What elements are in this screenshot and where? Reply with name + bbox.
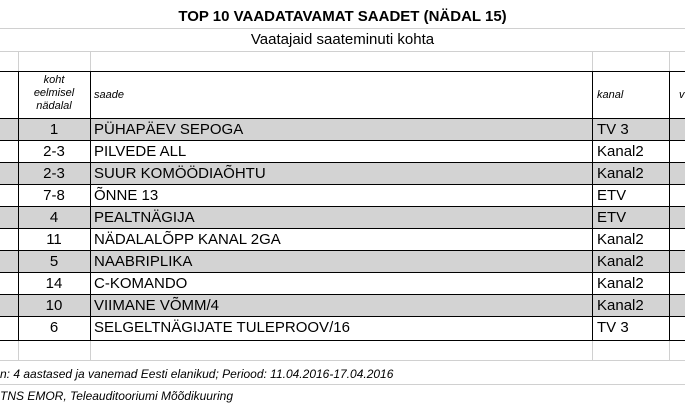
grid-line: [592, 341, 593, 360]
prev-rank-cell: 10: [45, 297, 63, 314]
channel-cell: Kanal2: [597, 231, 644, 248]
grid-line: [669, 341, 670, 360]
header-prev-rank: [18, 74, 90, 113]
prev-rank-cell: 2-3: [43, 165, 65, 182]
prev-rank-cell: 11: [46, 231, 62, 248]
header-cut: v: [679, 89, 685, 101]
header-prev-rank-line3: nädalal: [36, 100, 72, 112]
channel-cell: Kanal2: [597, 297, 644, 314]
column-border: [592, 71, 593, 340]
table-title: TOP 10 VAADATAVAMAT SAADET (NÄDAL 15): [178, 8, 507, 25]
grid-line: [0, 51, 685, 52]
show-name-cell: SUUR KOMÖÖDIAÕHTU: [94, 165, 266, 182]
show-name-cell: PÜHAPÄEV SEPOGA: [94, 121, 244, 138]
table-row: [0, 317, 685, 339]
grid-line: [90, 51, 91, 71]
header-top-border: [0, 71, 685, 72]
title-divider: [0, 28, 685, 29]
channel-cell: ETV: [597, 187, 627, 204]
header-show: saade: [94, 89, 124, 101]
row-divider: [0, 162, 685, 163]
show-name-cell: NAABRIPLIKA: [94, 253, 193, 270]
table-row: [0, 273, 685, 295]
channel-cell: Kanal2: [597, 143, 644, 160]
row-divider: [0, 250, 685, 251]
show-name-cell: C-KOMANDO: [94, 275, 188, 292]
show-name-cell: SELGELTNÄGIJATE TULEPROOV/16: [94, 319, 350, 336]
grid-line: [18, 51, 19, 71]
channel-cell: ETV: [597, 209, 627, 226]
channel-cell: Kanal2: [597, 275, 644, 292]
table-row: [0, 295, 685, 317]
channel-cell: TV 3: [597, 121, 629, 138]
show-name-cell: ÕNNE 13: [94, 187, 159, 204]
row-divider: [0, 228, 685, 229]
prev-rank-cell: 7-8: [43, 187, 65, 204]
row-divider: [0, 294, 685, 295]
column-border: [669, 71, 670, 340]
prev-rank-cell: 2-3: [43, 143, 65, 160]
grid-line: [592, 51, 593, 71]
header-channel: kanal: [597, 89, 624, 101]
row-divider: [0, 272, 685, 273]
table-bottom-border: [0, 340, 685, 341]
prev-rank-cell: 5: [49, 253, 59, 270]
show-name-cell: PILVEDE ALL: [94, 143, 187, 160]
table-subtitle: Vaatajaid saateminuti kohta: [250, 31, 435, 48]
grid-line: [90, 341, 91, 360]
table-row: [0, 163, 685, 185]
channel-cell: TV 3: [597, 319, 629, 336]
column-border: [90, 71, 91, 340]
row-divider: [0, 206, 685, 207]
prev-rank-cell: 1: [49, 121, 59, 138]
table-row: [0, 141, 685, 163]
channel-cell: Kanal2: [597, 165, 644, 182]
table-row: [0, 251, 685, 273]
channel-cell: Kanal2: [597, 253, 644, 270]
prev-rank-cell: 6: [49, 319, 59, 336]
prev-rank-cell: 4: [49, 209, 59, 226]
grid-line: [669, 51, 670, 71]
row-divider: [0, 140, 685, 141]
table-row: [0, 119, 685, 141]
grid-line: [0, 384, 685, 385]
table-row: [0, 185, 685, 207]
footnote-population: n: 4 aastased ja vanemad Eesti elanikud; Periood: 11.04.2016-17.04.2016: [0, 367, 394, 381]
table-row: [0, 207, 685, 229]
header-prev-rank-line1: koht: [43, 74, 65, 86]
header-prev-rank-line2: eelmisel: [33, 87, 75, 99]
show-name-cell: VIIMANE VÕMM/4: [94, 297, 220, 314]
footnote-source: TNS EMOR, Teleauditooriumi Mõõdikuuring: [0, 389, 233, 403]
show-name-cell: NÄDALALÕPP KANAL 2GA: [94, 231, 281, 248]
grid-line: [18, 341, 19, 360]
column-border: [18, 71, 19, 340]
show-name-cell: PEALTNÄGIJA: [94, 209, 195, 226]
prev-rank-cell: 14: [45, 275, 63, 292]
table-row: [0, 229, 685, 251]
grid-line: [0, 360, 685, 361]
row-divider: [0, 184, 685, 185]
row-divider: [0, 316, 685, 317]
